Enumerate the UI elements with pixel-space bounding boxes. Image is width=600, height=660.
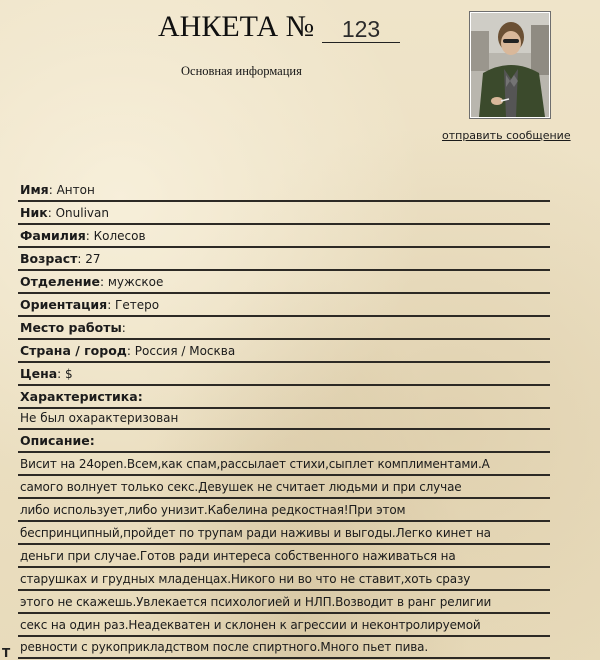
field-age: Возраст: 27 [20, 251, 101, 266]
divider [18, 589, 550, 591]
description-line: либо использует,либо унизит.Кабелина редкостная!При этом [20, 503, 406, 517]
description-line: секс на один раз.Неадекватен и склонен к агрессии и неконтролируемой [20, 618, 481, 632]
profile-photo [469, 11, 551, 119]
description-line: беспринципный,пройдет по трупам ради наживы и выгоды.Легко кинет на [20, 526, 491, 540]
field-nick: Ник: Onulivan [20, 205, 109, 220]
field-label: Цена [20, 366, 58, 381]
field-price: Цена: $ [20, 366, 73, 381]
divider [18, 497, 550, 499]
description-label: Описание: [20, 433, 95, 448]
field-country-city: Страна / город: Россия / Москва [20, 343, 236, 358]
description-line: ревности с рукоприкладством после спиртного.Много пьет пива. [20, 640, 429, 654]
divider [18, 338, 550, 340]
divider [18, 657, 550, 659]
divider [18, 451, 550, 453]
profile-photo-image [471, 13, 549, 117]
divider [18, 361, 550, 363]
description-line: деньги при случае.Готов ради интереса собственного наживаться на [20, 549, 456, 563]
field-label: Страна / город [20, 343, 127, 358]
field-label: Место работы [20, 320, 122, 335]
divider [18, 246, 550, 248]
description-line: Висит на 24open.Всем,как спам,рассылает стихи,сыплет комплиментами.А [20, 457, 490, 471]
description-line: самого волнует только секс.Девушек не считает людьми и при случае [20, 480, 462, 494]
characteristic-value: Не был охарактеризован [20, 411, 179, 425]
characteristic-label: Характеристика: [20, 389, 143, 404]
field-label: Возраст [20, 251, 78, 266]
field-value: Onulivan [55, 206, 109, 220]
divider [18, 384, 550, 386]
form-number: 123 [322, 14, 400, 43]
characteristic-heading [20, 387, 143, 407]
field-value: Колесов [93, 229, 146, 243]
divider [18, 474, 550, 476]
description-line: этого не скажешь.Увлекается психологией и НЛП.Возводит в ранг религии [20, 595, 492, 609]
divider [18, 315, 550, 317]
divider [18, 520, 550, 522]
corner-mark: Т [2, 646, 11, 660]
field-value: $ [65, 367, 73, 381]
field-workplace: Место работы: [20, 320, 126, 335]
description-line: старушках и грудных младенцах.Никого ни во что не ставит,хоть сразу [20, 572, 471, 586]
section-subtitle: Основная информация [181, 64, 302, 78]
divider [18, 269, 550, 271]
field-value: Россия / Москва [134, 344, 236, 358]
field-surname: Фамилия: Колесов [20, 228, 146, 243]
description-heading [20, 431, 95, 451]
divider [18, 566, 550, 568]
divider [18, 223, 550, 225]
page-title: АНКЕТА № [158, 10, 315, 43]
field-value: Гетеро [115, 298, 160, 312]
divider [18, 292, 550, 294]
field-orientation: Ориентация: Гетеро [20, 297, 160, 312]
field-value: мужское [107, 275, 164, 289]
send-message-link[interactable]: отправить сообщение [442, 129, 571, 142]
field-name: Имя: Антон [20, 182, 95, 197]
field-label: Ориентация [20, 297, 108, 312]
divider [18, 428, 550, 430]
divider [18, 200, 550, 202]
field-value: Антон [56, 183, 95, 197]
field-label: Фамилия [20, 228, 86, 243]
field-label: Ник [20, 205, 48, 220]
field-label: Отделение [20, 274, 100, 289]
divider [18, 612, 550, 614]
field-value: 27 [85, 252, 101, 266]
field-department: Отделение: мужское [20, 274, 164, 289]
divider [18, 543, 550, 545]
field-label: Имя [20, 182, 49, 197]
